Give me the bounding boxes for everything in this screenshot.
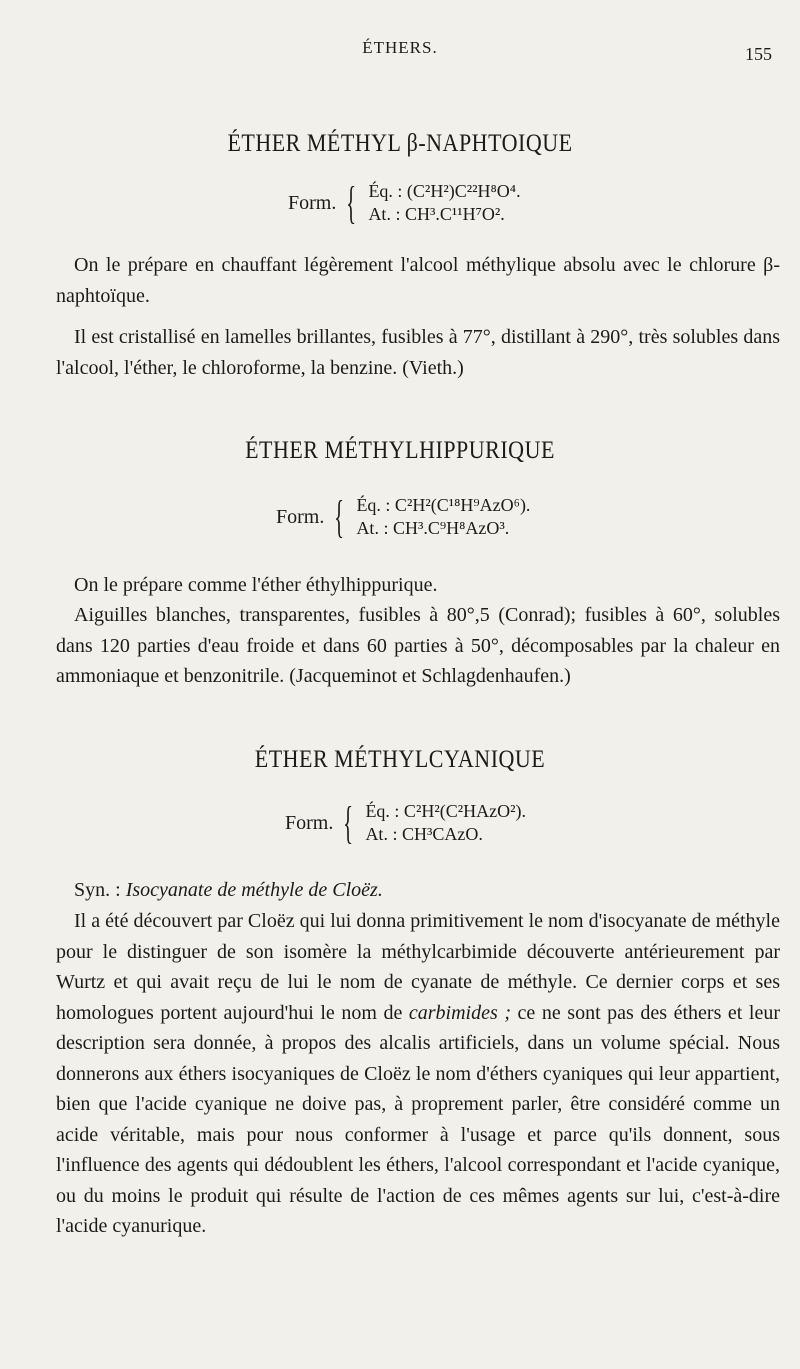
formula-block	[285, 797, 527, 848]
form-label: Form.	[288, 191, 337, 214]
formula-at: At. : CH³CAzO.	[365, 824, 483, 844]
paragraph: On le prépare comme l'éther éthylhippurique.	[74, 574, 438, 596]
running-head: ÉTHERS.	[362, 38, 438, 57]
formula-block	[288, 177, 521, 228]
section-title-methylhippurique: ÉTHER MÉTHYLHIPPURIQUE	[245, 435, 555, 464]
paragraph: Il est cristallisé en lamelles brillantes, fusibles à 77°, distillant à 290°, très solubles dans l'alcool, l'éther, le chloroforme, la benzine. (Vieth.)	[56, 326, 780, 379]
formula-eq: Éq. : C²H²(C²HAzO²).	[365, 801, 527, 821]
section-title-methylcyanique: ÉTHER MÉTHYLCYANIQUE	[254, 744, 546, 773]
form-label: Form.	[285, 811, 334, 834]
syn-label: Syn. :	[74, 879, 126, 901]
paragraph-text: ce ne sont pas des éthers et leur description sera donnée, à propos des alcalis artificiels, dans un volume spécial. Nous donnerons aux éthers isocyaniques de Cloëz le nom d'éthers cyaniques qui leur appartient, bien que l'acide cyanique ne doive pas, à proprement parler, être considéré comme un acide véritable, mais pour nous conformer à l'usage et parce qu'ils donnent, sous l'influence des agents qui dédoublent les éthers, l'alcool correspondant et l'acide cyanique, ou du moins le produit qui résulte de l'action de ces mêmes agents sur lui, c'est-à-dire l'acide cyanurique.	[56, 1001, 780, 1237]
brace-icon: {	[334, 491, 345, 542]
emphasis: carbimides ;	[408, 1001, 511, 1024]
paragraph	[56, 906, 780, 1242]
paragraph: On le prépare en chauffant légèrement l'alcool méthylique absolu avec le chlorure β-naphtoïque.	[56, 254, 780, 307]
form-label: Form.	[276, 505, 325, 528]
formula-eq: Éq. : C²H²(C¹⁸H⁹AzO⁶).	[356, 495, 531, 515]
page-number: 155	[745, 44, 772, 64]
formula-at: At. : CH³.C¹¹H⁷O².	[368, 204, 505, 224]
formula-block	[276, 491, 531, 542]
brace-icon: {	[343, 797, 354, 848]
paragraph-text: Il a été découvert par Cloëz qui lui donna primitivement le nom d'isocyanate de méthyle pour le distinguer de son isomère la méthylcarbimide découverte antérieurement par Wurtz et qui avait reçu de lui le nom de cyanate de méthyle. Ce dernier corps et ses homologues portent aujourd'hui le nom de	[56, 910, 780, 1024]
formula-at: At. : CH³.C⁹H⁸AzO³.	[356, 518, 510, 538]
formula-eq: Éq. : (C²H²)C²²H⁸O⁴.	[368, 181, 521, 201]
section-title-methyl-naphtoique: ÉTHER MÉTHYL β-NAPHTOIQUE	[227, 128, 573, 157]
brace-icon: {	[346, 177, 357, 228]
paragraph: Aiguilles blanches, transparentes, fusibles à 80°,5 (Conrad); fusibles à 60°, solubles dans 120 parties d'eau froide et dans 60 parties à 50°, décomposables par la chaleur en ammoniaque et benzonitrile. (Jacqueminot et Schlagdenhaufen.)	[56, 604, 780, 687]
syn-value: Isocyanate de méthyle de Cloëz.	[125, 879, 383, 901]
synonym-line	[56, 875, 780, 906]
